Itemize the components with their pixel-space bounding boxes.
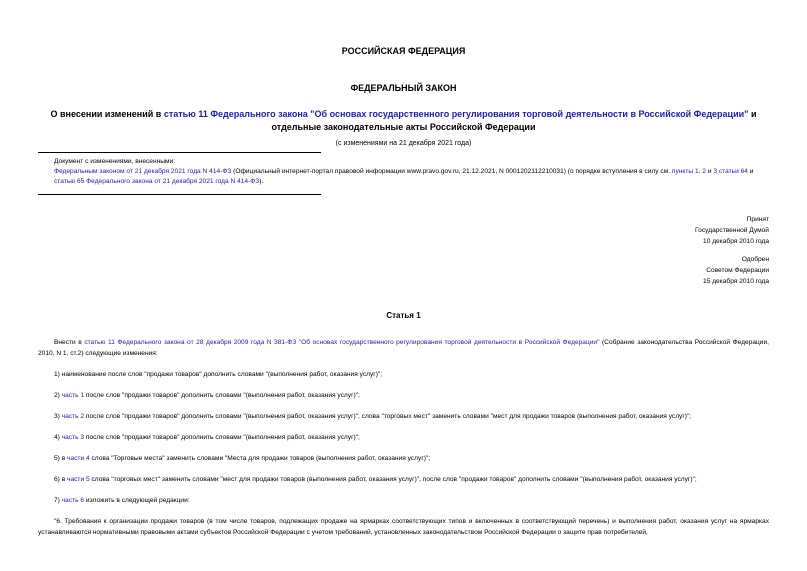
title-suffix: и отдельные законодательные акты Российской Федерации — [271, 109, 757, 132]
list-item — [54, 412, 770, 422]
item-prefix: 1) наименование после слов "продажи товаров" дополнить словами "(выполнения работ, оказания услуг)"; — [54, 371, 383, 378]
points-link[interactable]: пункты 1, 2 — [671, 168, 706, 175]
item-prefix: 3) — [54, 413, 62, 420]
item-prefix: 4) — [54, 434, 62, 441]
item-link[interactable]: часть 1 — [61, 392, 85, 399]
adoption-block — [695, 214, 769, 247]
intro-prefix: Внести в — [54, 339, 85, 346]
list-item — [54, 391, 770, 401]
title-link[interactable]: статью 11 Федерального закона "Об основах государственного регулирования торговой деятельности в Российской Федерации" — [163, 109, 749, 119]
intro-link[interactable]: статью 11 Федерального закона от 28 декабря 2009 года N 381-ФЗ "Об основах государственного регулирования торговой деятельности в Российской Федерации" — [84, 339, 600, 346]
item-link[interactable]: часть 2 — [61, 413, 85, 420]
edition-note: (с изменениями на 21 декабря 2021 года) — [335, 140, 472, 147]
intro-suffix: (Собрание законодательства Российской Федерации, 2010, N 1, ст.2) следующие изменения: — [38, 339, 769, 357]
item-prefix: 6) в — [54, 476, 68, 483]
changes-text-3: и — [747, 168, 754, 175]
article-64-link[interactable]: 3 статьи 64 — [713, 168, 748, 175]
item-suffix: после слов "продажи товаров" дополнить словами "(выполнения работ, оказания услуг)", слова "торговых мест" заменить словами "мест для продажи товаров (выполнения работ, оказания услуг)"; — [84, 413, 692, 420]
item-link[interactable]: часть 3 — [61, 434, 85, 441]
adoption-status: Принят — [746, 216, 769, 223]
approval-block — [703, 254, 769, 287]
approval-date: 15 декабря 2010 года — [703, 278, 769, 285]
item-suffix: слова "торговых мест" заменить словами "мест для продажи товаров (выполнения работ, оказания услуг)", после слов "продажи товаров" дополнить словами "(выполнения работ, оказания услуг)"; — [89, 476, 697, 483]
changes-block — [54, 157, 770, 187]
article-65-link[interactable]: статью 65 Федерального закона от 21 декабря 2021 года N 414-ФЗ — [54, 178, 260, 185]
amending-law-link[interactable]: Федеральным законом от 21 декабря 2021 года N 414-ФЗ — [54, 168, 232, 175]
item-link[interactable]: части 5 — [67, 476, 90, 483]
approval-body: Советом Федерации — [706, 267, 769, 274]
changes-text-1: (Официальный интернет-портал правовой информации www.pravo.gov.ru, 21.12.2021, N 0001202112210031) (о порядке вступления в силу см. — [231, 168, 672, 175]
changes-text-4: ). — [259, 178, 264, 185]
item-suffix: после слов "продажи товаров" дополнить словами "(выполнения работ, оказания услуг)"; — [84, 392, 360, 399]
item-suffix: слова "Торговые места" заменить словами "Места для продажи товаров (выполнения работ, оказания услуг)"; — [89, 455, 431, 462]
adoption-date: 10 декабря 2010 года — [703, 238, 769, 245]
changes-heading: Документ с изменениями, внесенными: — [54, 158, 176, 165]
quoted-paragraph: "6. Требования к организации продажи товаров (в том числе товаров, подлежащих продаже на ярмарках соответствующих типов и включенных в соответствующий перечень) и выполнения работ, оказания услуг на ярмарках устанавливаются нормативными правовыми актами субъектов Российской Федерации с учетом требований, установленных законодательством Российской Федерации о защите прав потребителей, — [38, 518, 769, 536]
changes-top-divider — [38, 152, 321, 153]
changes-text-2: и — [705, 168, 714, 175]
adoption-body: Государственной Думой — [695, 227, 769, 234]
item-prefix: 5) в — [54, 455, 68, 462]
list-item — [54, 475, 770, 485]
item-link[interactable]: части 4 — [67, 455, 90, 462]
document-law-type: ФЕДЕРАЛЬНЫЙ ЗАКОН — [350, 83, 457, 93]
article-intro — [38, 338, 769, 359]
approval-status: Одобрен — [741, 256, 769, 263]
list-item — [54, 370, 770, 380]
document-country: РОССИЙСКАЯ ФЕДЕРАЦИЯ — [341, 46, 466, 56]
list-item — [54, 433, 770, 443]
changes-bottom-divider — [38, 194, 321, 195]
document-title — [40, 108, 767, 134]
title-prefix: О внесении изменений в — [50, 109, 164, 119]
item-suffix: изложить в следующей редакции: — [84, 497, 190, 504]
item-prefix: 7) — [54, 497, 62, 504]
item-link[interactable]: часть 6 — [61, 497, 85, 504]
list-item — [54, 496, 770, 506]
item-suffix: после слов "продажи товаров" дополнить словами "(выполнения работ, оказания услуг)"; — [84, 434, 360, 441]
list-item — [54, 454, 770, 464]
article-heading: Статья 1 — [386, 311, 421, 320]
item-prefix: 2) — [54, 392, 62, 399]
